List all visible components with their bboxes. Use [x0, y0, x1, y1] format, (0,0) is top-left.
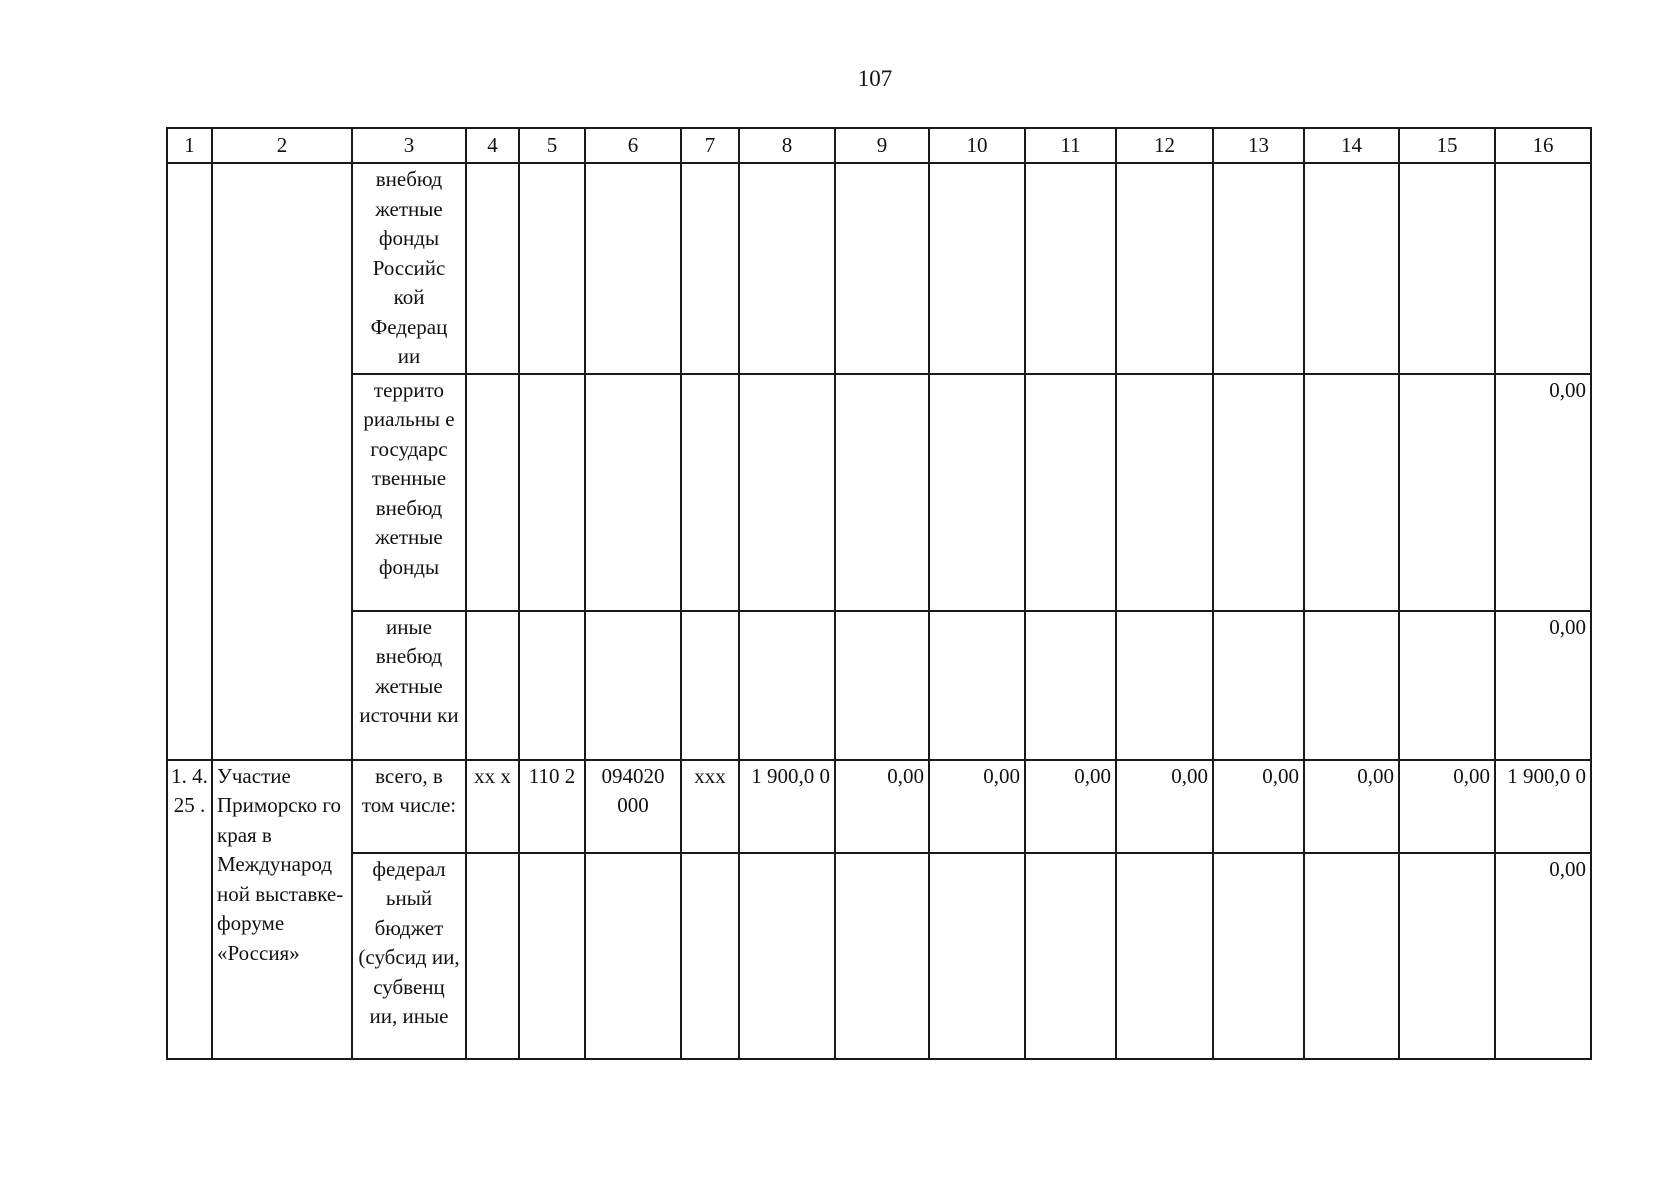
value-cell: 0,00 [1399, 760, 1495, 853]
header-cell: 15 [1399, 128, 1495, 163]
cell-empty [167, 163, 212, 760]
funding-source-label: внебюд жетные фонды Российс кой Федерац ии [352, 163, 466, 374]
header-cell: 2 [212, 128, 352, 163]
header-cell: 6 [585, 128, 681, 163]
total-value [1495, 163, 1591, 374]
header-cell: 9 [835, 128, 929, 163]
header-cell: 1 [167, 128, 212, 163]
total-value: 0,00 [1495, 611, 1591, 760]
total-value: 0,00 [1495, 374, 1591, 611]
code-cell: xx x [466, 760, 519, 853]
code-cell: xxx [681, 760, 739, 853]
value-cell: 0,00 [1304, 760, 1399, 853]
header-cell: 16 [1495, 128, 1591, 163]
value-cell: 0,00 [1213, 760, 1304, 853]
header-cell: 10 [929, 128, 1025, 163]
value-cell: 0,00 [929, 760, 1025, 853]
header-cell: 14 [1304, 128, 1399, 163]
funding-source-label: всего, в том числе: [352, 760, 466, 853]
header-cell: 7 [681, 128, 739, 163]
item-number: 1. 4. 25 . [167, 760, 212, 1059]
table-row [167, 611, 1591, 760]
table-row [167, 760, 1591, 853]
header-cell: 13 [1213, 128, 1304, 163]
total-value: 0,00 [1495, 853, 1591, 1059]
header-cell: 11 [1025, 128, 1116, 163]
funding-source-label: федерал ьный бюджет (субсид ии, субвенц ии, иные [352, 853, 466, 1059]
header-cell: 5 [519, 128, 585, 163]
header-cell: 4 [466, 128, 519, 163]
table-row [167, 374, 1591, 611]
table-header-row [167, 128, 1591, 163]
table-row [167, 163, 1591, 374]
value-cell: 0,00 [1025, 760, 1116, 853]
value-cell: 0,00 [1116, 760, 1213, 853]
value-cell: 1 900,0 0 [739, 760, 835, 853]
total-value: 1 900,0 0 [1495, 760, 1591, 853]
page-number: 107 [857, 66, 893, 91]
code-cell: 094020 000 [585, 760, 681, 853]
cell-empty [212, 163, 352, 760]
value-cell: 0,00 [835, 760, 929, 853]
funding-source-label: террито риальны е государс твенные внебюд жетные фонды [352, 374, 466, 611]
funding-source-label: иные внебюд жетные источни ки [352, 611, 466, 760]
header-cell: 8 [739, 128, 835, 163]
budget-table [166, 127, 1592, 1060]
table-row [167, 853, 1591, 1059]
header-cell: 12 [1116, 128, 1213, 163]
code-cell: 110 2 [519, 760, 585, 853]
item-name: Участие Приморско го края в Международ ной выставке-форуме «Россия» [212, 760, 352, 1059]
header-cell: 3 [352, 128, 466, 163]
